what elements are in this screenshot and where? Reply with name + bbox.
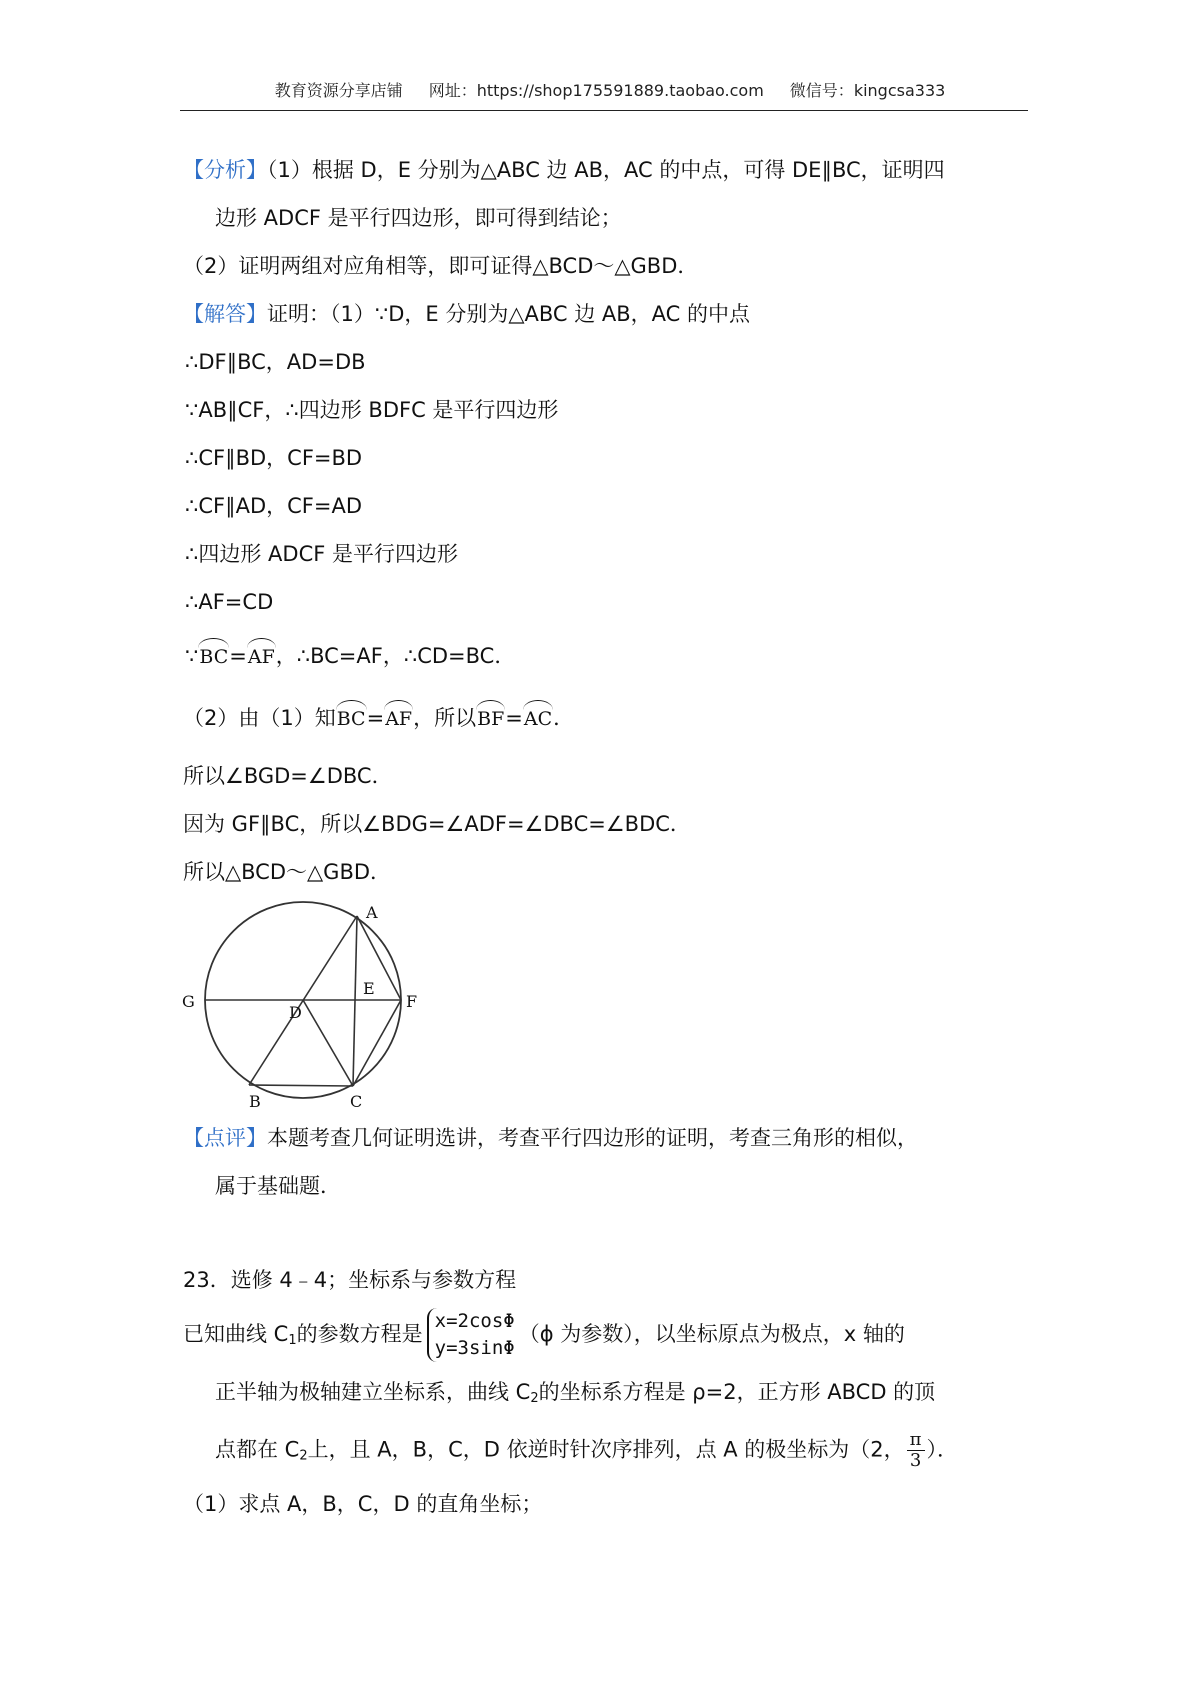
segment-ac <box>353 916 357 1086</box>
label-g: G <box>182 992 195 1011</box>
analysis-line-3: （2）证明两组对应角相等，即可证得△BCD～△GBD． <box>183 254 699 278</box>
geometry-figure <box>182 898 425 1113</box>
label-d: D <box>289 1003 302 1022</box>
analysis-line-2: 边形 ADCF 是平行四边形，即可得到结论； <box>215 206 622 230</box>
label-a: A <box>366 903 378 922</box>
arc-af: AF <box>247 643 276 671</box>
problem23-question-1: （1）求点 A，B，C，D 的直角坐标； <box>183 1492 543 1516</box>
arc-af: AF <box>384 705 413 733</box>
label-f: F <box>406 992 418 1011</box>
solution-step: ∴AF=CD <box>185 590 274 614</box>
arc-bc: BC <box>336 705 367 733</box>
part2-line: （2）由（1）知BC=AF，所以BF=AC． <box>183 704 574 733</box>
header-url-label: 网址： <box>428 81 477 100</box>
label-e: E <box>363 979 375 998</box>
label-c: C <box>350 1092 363 1111</box>
solution-after: 因为 GF∥BC，所以∠BDG=∠ADF=∠DBC=∠BDC． <box>183 812 691 836</box>
analysis-tag: 【分析】 <box>183 158 267 182</box>
solution-step: ∴CF∥BD，CF=BD <box>185 446 363 470</box>
arc-bf: BF <box>476 705 505 733</box>
page-header <box>180 78 1040 101</box>
header-wechat-label: 微信号： <box>789 81 854 100</box>
arc-equation-line: ∵BC=AF，∴BC=AF，∴CD=BC． <box>185 642 515 671</box>
problem23-title: 23．选修 4﹣4；坐标系与参数方程 <box>183 1268 517 1292</box>
problem23-line-2: 正半轴为极轴建立坐标系，曲线 $C_2$的坐标系方程是 ρ=2，正方形 ABCD 的顶 <box>215 1380 936 1406</box>
solution-step: ∴CF∥AD，CF=AD <box>185 494 363 518</box>
solution-step: ∴DF∥BC，AD=DB <box>185 350 366 374</box>
solution-step: ∵AB∥CF，∴四边形 BDFC 是平行四边形 <box>185 398 559 422</box>
problem23-line-1: 已知曲线 $C_1$的参数方程是 x=2cosΦ y=3sinΦ （ϕ 为参数），以坐标原点为极点，x 轴的 <box>183 1308 905 1362</box>
arc-ac: AC <box>523 705 553 733</box>
header-shop: 教育资源分享店铺 <box>274 81 403 100</box>
segment-cf <box>353 1000 401 1086</box>
pi-over-3-fraction: $\frac{\pi}{3}$ <box>907 1430 925 1471</box>
label-b: B <box>249 1092 261 1111</box>
solution-line-1: 【解答】证明：（1）∵D，E 分别为△ABC 边 AB，AC 的中点 <box>183 302 751 326</box>
analysis-line-1: 【分析】（1）根据 D，E 分别为△ABC 边 AB，AC 的中点，可得 DE∥BC，证明四 <box>183 158 945 182</box>
header-url[interactable]: https://shop175591889.taobao.com <box>476 81 764 100</box>
comment-tag: 【点评】 <box>183 1126 267 1150</box>
parametric-system: x=2cosΦ y=3sinΦ <box>427 1308 515 1362</box>
solution-tag: 【解答】 <box>183 302 267 326</box>
problem23-line-3: 点都在 $C_2$上，且 A，B，C，D 依逆时针次序排列，点 A 的极坐标为（2， $\frac{\pi}{3}$ ）． <box>215 1429 959 1471</box>
header-wechat: kingcsa333 <box>853 81 946 100</box>
comment-line-1: 【点评】本题考查几何证明选讲，考查平行四边形的证明，考查三角形的相似， <box>183 1126 918 1150</box>
solution-after: 所以∠BGD=∠DBC． <box>183 764 393 788</box>
comment-line-2: 属于基础题． <box>215 1174 341 1198</box>
segment-bc <box>249 1085 353 1086</box>
solution-after: 所以△BCD～△GBD． <box>183 860 392 884</box>
segment-dc <box>303 1000 353 1086</box>
solution-step: ∴四边形 ADCF 是平行四边形 <box>185 542 458 566</box>
header-rule <box>180 110 1028 111</box>
arc-bc: BC <box>198 643 229 671</box>
